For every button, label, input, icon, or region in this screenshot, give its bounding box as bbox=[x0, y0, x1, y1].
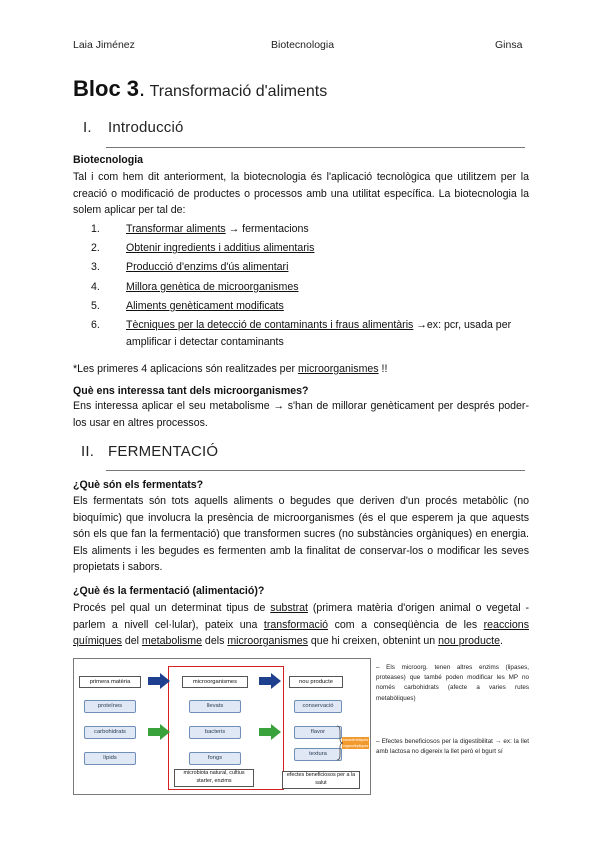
biotecnologia-heading: Biotecnologia bbox=[73, 154, 144, 166]
col2-item: llevats bbox=[189, 700, 241, 713]
col1-item: carbohidrats bbox=[84, 726, 136, 739]
organoleptic-label: característiques organolèptiques bbox=[342, 738, 369, 748]
list-item: 3. Producció d'enzims d'ús alimentari bbox=[91, 261, 289, 274]
section1-number: I. bbox=[83, 119, 92, 136]
biotecnologia-paragraph: Tal i com hem dit anteriorment, la biotecnologia és l'aplicació tecnològica que utilitzem per la creació o modificació de productes o processos amb una utilitat específica. La biotecnologia la solem aplicar per tal de: bbox=[73, 171, 529, 216]
col3-header: nou producte bbox=[289, 676, 343, 688]
header-school: Ginsa bbox=[495, 39, 523, 51]
col3-item: textura bbox=[294, 748, 342, 761]
note: *Les primeres 4 aplicacions són realitzades per microorganismes !! bbox=[73, 363, 388, 375]
section2-number: II. bbox=[81, 443, 95, 460]
col2-item: bacteris bbox=[189, 726, 241, 739]
blue-arrow-1-icon bbox=[148, 673, 170, 689]
section2-title: FERMENTACIÓ bbox=[108, 443, 219, 460]
list-item: 4. Millora genètica de microorganismes bbox=[91, 280, 299, 293]
col3-item: conservació bbox=[294, 700, 342, 713]
interest-paragraph: Ens interessa aplicar el seu metabolisme → s'han de millorar genèticament per després poder-los usar en altres processos. bbox=[73, 400, 529, 429]
col3-footer: efectes beneficiosos per a la salut bbox=[282, 771, 360, 789]
side-note-1: – Els microorg. tenen altres enzims (lipases, proteases) que també poden modificar les MP no només carbohidrats (afecte a varies rutes metabòliques) bbox=[376, 664, 529, 702]
section1-rule bbox=[106, 147, 525, 148]
green-arrow-1-icon bbox=[148, 724, 170, 740]
interest-heading: Què ens interessa tant dels microorganismes? bbox=[73, 385, 309, 397]
fermentats-paragraph: Els fermentats són tots aquells aliments o begudes que deriven d'un procés metabòlic (no bioquímic) que involucra la presència de microorganismes (és el que esperem ja que aquests són els que fan la fermentació) que transformen sucres (no substàncies orgàniques) en energia. Els aliments i les begudes es fermenten amb la finalitat de conservar-los o modificar les seves propietats i sabors. bbox=[73, 495, 529, 573]
list-item: 1. Transformar aliments → fermentacions bbox=[91, 223, 309, 235]
fermentacio-paragraph: Procés pel qual un determinat tipus de substrat (primera matèria d'origen animal o vegetal - parlem a nivell cel·lular), pateix una transformació com a conseqüència de les reaccions químiques del metabolisme dels microorganismes que hi creixen, obtenint un nou producte. bbox=[73, 602, 529, 647]
header-author: Laia Jiménez bbox=[73, 39, 135, 51]
fermentats-heading: ¿Què són els fermentats? bbox=[73, 479, 204, 491]
col2-item: fongs bbox=[189, 752, 241, 765]
col1-item: proteïnes bbox=[84, 700, 136, 713]
title-separator: . bbox=[139, 76, 146, 101]
applications-list bbox=[91, 221, 531, 355]
fermentation-diagram bbox=[73, 658, 371, 795]
title-subtitle: Transformació d'aliments bbox=[149, 83, 328, 100]
blue-arrow-2-icon bbox=[259, 673, 281, 689]
fermentacio-heading: ¿Què és la fermentació (alimentació)? bbox=[73, 585, 265, 597]
col3-item: flavor bbox=[294, 726, 342, 739]
section1-title: Introducció bbox=[108, 119, 184, 136]
col2-header: microorganismes bbox=[182, 676, 248, 688]
brace-icon bbox=[337, 726, 343, 760]
list-item: 2. Obtenir ingredients i additius alimentaris bbox=[91, 242, 315, 255]
list-item: 6. Tècniques per la detecció de contaminants i fraus alimentàris →ex: pcr, usada per amplificar i detectar contaminants bbox=[91, 318, 512, 348]
page-title bbox=[73, 76, 327, 102]
diagram-arrows bbox=[74, 659, 370, 794]
header-subject: Biotecnologia bbox=[271, 39, 335, 51]
col1-item: lípids bbox=[84, 752, 136, 765]
section2-rule bbox=[106, 470, 525, 471]
green-arrow-2-icon bbox=[259, 724, 281, 740]
col1-header: primera matèria bbox=[79, 676, 141, 688]
list-item: 5. Aliments genèticament modificats bbox=[91, 299, 284, 312]
side-note-2: – Efectes beneficiosos per la digestibilitat → ex: la llet amb lactosa no digereix la llet però el bgurt sí bbox=[376, 738, 529, 756]
col2-footer: microbiota natural, cultius starter, enzims bbox=[174, 769, 254, 787]
title-bloc: Bloc 3 bbox=[73, 76, 140, 101]
